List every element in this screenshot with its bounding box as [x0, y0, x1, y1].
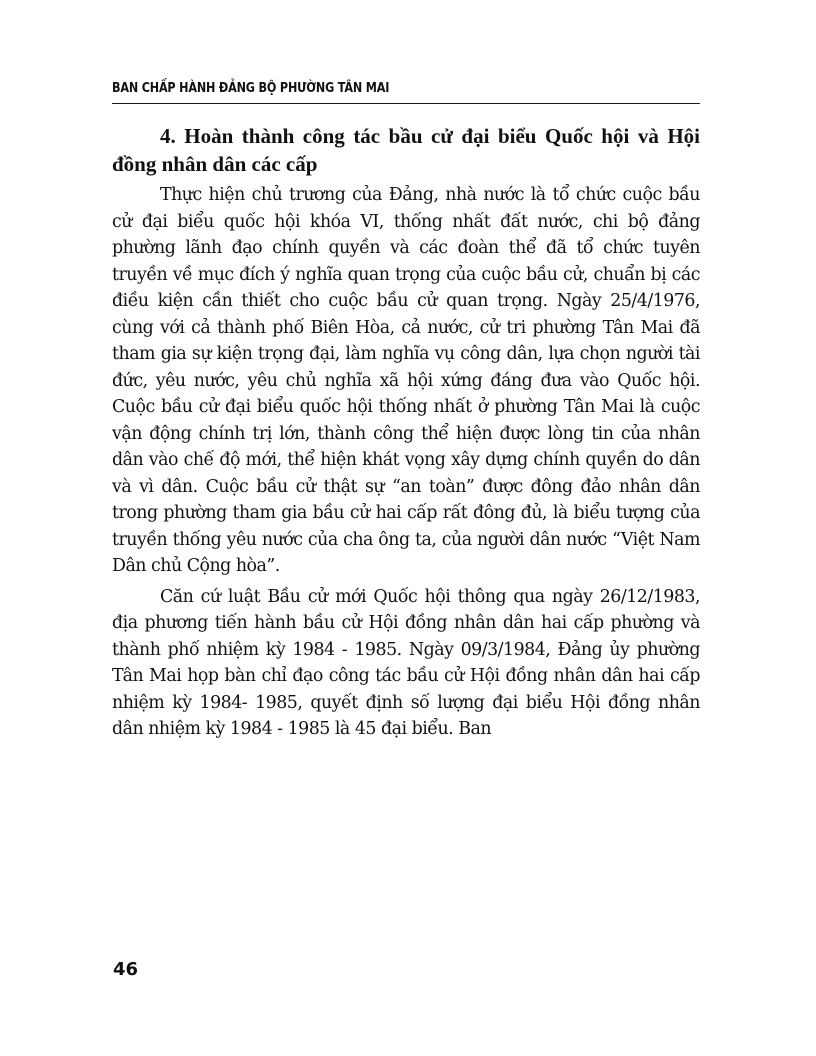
header-divider — [112, 103, 700, 104]
body-paragraph-2: Căn cứ luật Bầu cử mới Quốc hội thông qua ngày 26/12/1983, địa phương tiến hành bầu cử Hội đồng nhân dân hai cấp phường và thành phố nhiệm kỳ 1984 - 1985. Ngày 09/3/1984, Đảng ủy phường Tân Mai họp bàn chỉ đạo công tác bầu cử Hội đồng nhân dân hai cấp nhiệm kỳ 1984- 1985, quyết định số lượng đại biểu Hội đồng nhân dân nhiệm kỳ 1984 - 1985 là 45 đại biểu. Ban — [112, 586, 700, 739]
page-number: 46 — [113, 959, 139, 980]
running-header: BAN CHẤP HÀNH ĐẢNG BỘ PHƯỜNG TÂN MAI — [112, 81, 390, 96]
section-title: 4. Hoàn thành công tác bầu cử đại biểu Quốc hội và Hội đồng nhân dân các cấp — [112, 124, 700, 176]
page-content — [112, 122, 700, 743]
body-paragraph-1: Thực hiện chủ trương của Đảng, nhà nước là tổ chức cuộc bầu cử đại biểu quốc hội khóa VI, thống nhất đất nước, chi bộ đảng phường lãnh đạo chính quyền và các đoàn thể đã tổ chức tuyên truyền về mục đích ý nghĩa quan trọng của cuộc bầu cử, chuẩn bị các điều kiện cần thiết cho cuộc bầu cử quan trọng. Ngày 25/4/1976, cùng với cả thành phố Biên Hòa, cả nước, cử tri phường Tân Mai đã tham gia sự kiện trọng đại, làm nghĩa vụ công dân, lựa chọn người tài đức, yêu nước, yêu chủ nghĩa xã hội xứng đáng đưa vào Quốc hội. Cuộc bầu cử đại biểu quốc hội thống nhất ở phường Tân Mai là cuộc vận động chính trị lớn, thành công thể hiện được lòng tin của nhân dân vào chế độ mới, thể hiện khát vọng xây dựng chính quyền do dân và vì dân. Cuộc bầu cử thật sự “an toàn” được đông đảo nhân dân trong phường tham gia bầu cử hai cấp rất đông đủ, là biểu tượng của truyền thống yêu nước của cha ông ta, của người dân nước “Việt Nam Dân chủ Cộng hòa”. — [112, 185, 700, 576]
